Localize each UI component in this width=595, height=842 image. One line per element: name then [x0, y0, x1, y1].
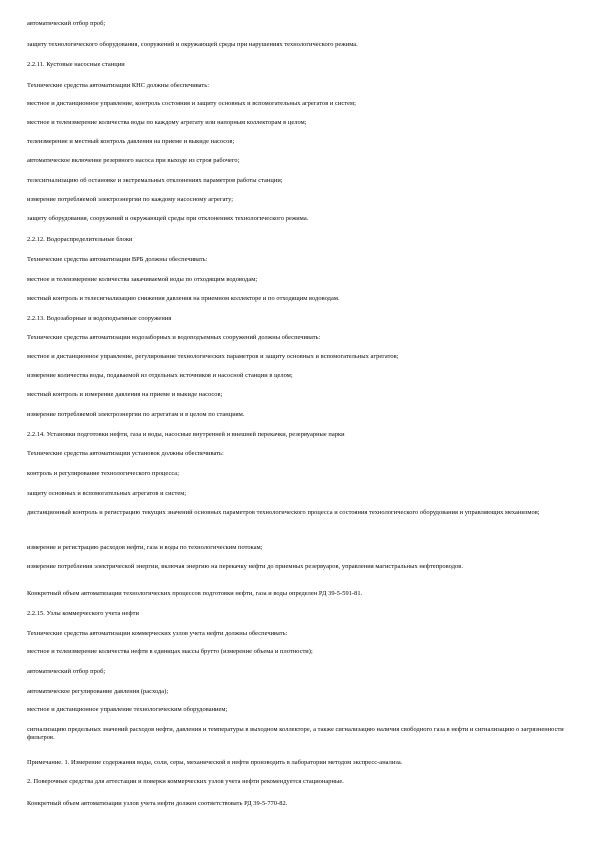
- section-heading: 2.2.12. Водораспределительные блоки: [27, 236, 133, 243]
- paragraph: автоматический отбор проб;: [27, 20, 106, 27]
- paragraph: автоматическое регулирование давления (расхода);: [27, 688, 169, 695]
- paragraph: местное и телеизмерение количества нефти в единицах массы брутто (измерение объема и плотности);: [27, 648, 313, 655]
- paragraph: контроль и регулирование технологического процесса;: [27, 470, 180, 477]
- paragraph: Примечание. 1. Измерение содержания воды, соли, серы, механической в нефти производить в лаборатории методом экспресс-анализа.: [27, 759, 403, 766]
- paragraph: измерение потребляемой электроэнергии по агрегатам и в целом по станциям.: [27, 411, 245, 418]
- section-heading: 2.2.13. Водозаборные и водоподъемные сооружения: [27, 315, 172, 322]
- paragraph: Технические средства автоматизации установок должны обеспечивать:: [27, 450, 224, 457]
- paragraph: местное и телеизмерение количества закачиваемой воды по отходящим водоводам;: [27, 276, 258, 283]
- paragraph: защиту оборудования, сооружений и окружающей среды при отклонениях технологического режима.: [27, 215, 309, 222]
- paragraph: автоматический отбор проб;: [27, 668, 106, 675]
- paragraph: местное и дистанционное управление, регулирование технологических параметров и защиту основных и вспомогательных агрегатов;: [27, 353, 399, 360]
- section-heading: 2.2.14. Установки подготовки нефти, газа и воды, насосные внутренней и внешней перекачки, резервуарные парки: [27, 431, 345, 438]
- section-heading: 2.2.11. Кустовые насосные станции: [27, 61, 125, 68]
- paragraph: защиту основных и вспомогательных агрегатов и систем;: [27, 490, 187, 497]
- paragraph: автоматическое включение резервного насоса при выходе из строя рабочего;: [27, 157, 240, 164]
- paragraph: измерение потребляемой электроэнергии по каждому насосному агрегату;: [27, 196, 234, 203]
- paragraph: измерение потребления электрической энергии, включая энергию на перекачку нефти до приемных резервуаров, управления магистральных нефтепроводов.: [27, 563, 464, 570]
- paragraph: местное и дистанционное управление технологическим оборудованием;: [27, 706, 228, 713]
- paragraph: телеизмерение и местный контроль давления на приеме и выкиде насосов;: [27, 138, 235, 145]
- paragraph: Технические средства автоматизации водозаборных и водоподъемных сооружений должны обеспечивать:: [27, 334, 321, 341]
- paragraph: Конкретный объем автоматизации узлов учета нефти должен соответствовать РД 39-5-770-82.: [27, 800, 288, 807]
- paragraph: Технические средства автоматизации КНС должны обеспечивать:: [27, 82, 210, 89]
- paragraph: защиту технологического оборудования, сооружений и окружающей среды при нарушениях технологического режима.: [27, 41, 358, 48]
- paragraph: Конкретный объем автоматизации технологических процессов подготовки нефти, газа и воды определен РД 39-5-591-81.: [27, 590, 363, 597]
- paragraph: измерение количества воды, подаваемой из отдельных источников и насосной станции в целом;: [27, 372, 293, 379]
- section-heading: 2.2.15. Узлы коммерческого учета нефти: [27, 610, 139, 617]
- paragraph: Технические средства автоматизации ВРБ должны обеспечивать:: [27, 256, 208, 263]
- paragraph: телесигнализацию об остановке и экстремальных отклонениях параметров работы станции;: [27, 177, 283, 184]
- paragraph: сигнализацию предельных значений расходов нефти, давления и температуры в выходном коллекторе, а также сигнализацию наличия свободного газа в нефти и сигнализацию о загрязненности фильтров.: [27, 726, 564, 741]
- paragraph: Технические средства автоматизации коммерческих узлов учета нефти должны обеспечивать:: [27, 630, 288, 637]
- paragraph: местное и дистанционное управление, контроль состояния и защиту основных и вспомогательных агрегатов и систем;: [27, 100, 356, 107]
- paragraph: местный контроль и измерение давления на приеме и выкиде насосов;: [27, 391, 223, 398]
- paragraph: местное и телеизмерение количества воды по каждому агрегату или напорным коллекторам в целом;: [27, 119, 307, 126]
- paragraph: 2. Поверочные средства для аттестации и поверки коммерческих узлов учета нефти рекомендуется стационарные.: [27, 778, 344, 785]
- paragraph: дистанционный контроль и регистрацию текущих значений основных параметров технологического процесса и состояния технологического оборудования и управляющих механизмов;: [27, 509, 540, 516]
- paragraph: измерение и регистрацию расходов нефти, газа и воды по технологическим потокам;: [27, 544, 263, 551]
- paragraph: местный контроль и телесигнализацию снижения давления на приемном коллекторе и по отходящим водоводам.: [27, 295, 340, 302]
